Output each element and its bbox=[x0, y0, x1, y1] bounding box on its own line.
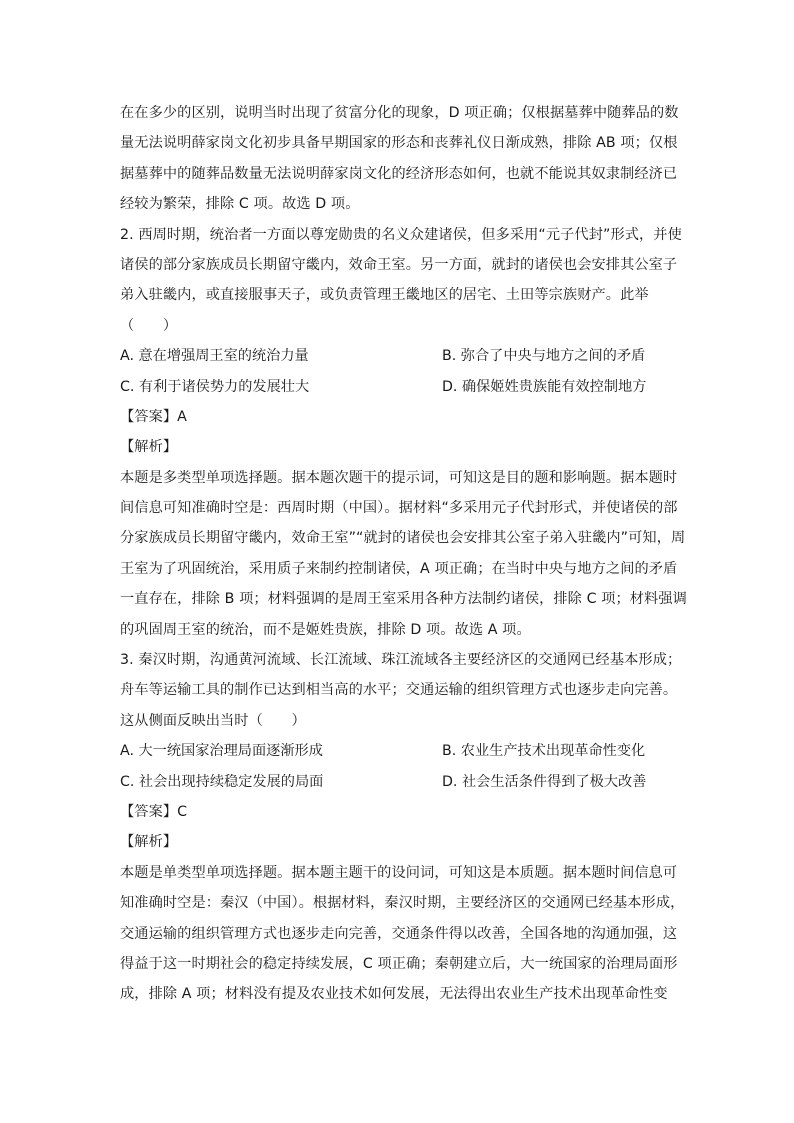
text-line: 据墓葬中的随葬品数量无法说明薛家岗文化的经济形态如何，也就不能说其奴隶制经济已 bbox=[120, 165, 678, 182]
analysis-line: 王室为了巩固统治，采用质子来制约控制诸侯，A 项正确；在当时中央与地方之间的矛盾 bbox=[120, 560, 678, 577]
intro-paragraph bbox=[120, 98, 680, 220]
question-stem-line: 这从侧面反映出当时（ ） bbox=[120, 712, 306, 729]
analysis-label: 【解析】 bbox=[120, 834, 178, 851]
question-2 bbox=[120, 220, 687, 645]
analysis-line: 本题是多类型单项选择题。据本题次题干的提示词，可知这是目的题和影响题。据本题时 bbox=[120, 469, 678, 486]
analysis-line: 间信息可知准确时空是：西周时期（中国）。据材料“多采用元子代封形式，并使诸侯的部 bbox=[120, 500, 678, 517]
analysis-line: 知准确时空是：秦汉（中国）。根据材料，秦汉时期，主要经济区的交通网已经基本形成， bbox=[120, 895, 685, 912]
option-a: A. 大一统国家治理局面逐渐形成 bbox=[120, 743, 323, 760]
option-c: C. 社会出现持续稳定发展的局面 bbox=[120, 773, 324, 790]
analysis-line: 交通运输的组织管理方式也逐步走向完善，交通条件得以改善，全国各地的沟通加强，这 bbox=[120, 925, 678, 942]
option-d: D. 确保姬姓贵族能有效控制地方 bbox=[442, 378, 647, 395]
question-stem-line: 3. 秦汉时期，沟通黄河流域、长江流域、珠江流域各主要经济区的交通网已经基本形成； bbox=[120, 652, 682, 669]
analysis-line: 分家族成员长期留守畿内，效命王室”“就封的诸侯也会安排其公室子弟入驻畿内”可知，周 bbox=[120, 530, 686, 547]
text-line: 量无法说明薛家岗文化初步具备早期国家的形态和丧葬礼仪日渐成熟，排除 AB 项；仅根 bbox=[120, 135, 678, 152]
document-page bbox=[120, 98, 687, 1010]
answer-line: 【答案】C bbox=[120, 803, 188, 820]
option-a: A. 意在增强周王室的统治力量 bbox=[120, 348, 309, 365]
text-line: 在在多少的区别，说明当时出现了贫富分化的现象，D 项正确；仅根据墓葬中随葬品的数 bbox=[120, 105, 679, 121]
question-stem-line: （ ） bbox=[120, 317, 178, 334]
question-3 bbox=[120, 645, 685, 1010]
question-stem-line: 舟车等运输工具的制作已达到相当高的水平；交通运输的组织管理方式也逐步走向完善。 bbox=[120, 682, 678, 699]
options-row bbox=[120, 736, 680, 766]
analysis-line: 一直存在，排除 B 项；材料强调的是周王室采用各种方法制约诸侯，排除 C 项；材料强调 bbox=[120, 591, 687, 608]
analysis-line: 成，排除 A 项；材料没有提及农业技术如何发展，无法得出农业生产技术出现革命性变 bbox=[120, 986, 668, 1003]
options-row bbox=[120, 767, 680, 797]
analysis-line: 本题是单类型单项选择题。据本题主题干的设问词，可知这是本质题。据本题时间信息可 bbox=[120, 864, 678, 881]
option-b: B. 农业生产技术出现革命性变化 bbox=[442, 743, 646, 760]
option-c: C. 有利于诸侯势力的发展壮大 bbox=[120, 378, 310, 395]
text-line: 经较为繁荣，排除 C 项。故选 D 项。 bbox=[120, 196, 360, 213]
options-row bbox=[120, 372, 680, 402]
analysis-line: 得益于这一时期社会的稳定持续发展，C 项正确；秦朝建立后，大一统国家的治理局面形 bbox=[120, 955, 678, 972]
question-stem-line: 诸侯的部分家族成员长期留守畿内，效命王室。另一方面，就封的诸侯也会安排其公室子 bbox=[120, 256, 678, 273]
options-row bbox=[120, 341, 680, 371]
analysis-label: 【解析】 bbox=[120, 439, 178, 456]
answer-line: 【答案】A bbox=[120, 408, 187, 425]
question-stem-line: 弟入驻畿内，或直接服事天子，或负责管理王畿地区的居宅、土田等宗族财产。此举 bbox=[120, 287, 649, 304]
option-d: D. 社会生活条件得到了极大改善 bbox=[442, 773, 647, 790]
analysis-line: 的巩固周王室的统治，而不是姬姓贵族，排除 D 项。故选 A 项。 bbox=[120, 621, 531, 638]
option-b: B. 弥合了中央与地方之间的矛盾 bbox=[442, 348, 646, 365]
question-stem-line: 2. 西周时期，统治者一方面以尊宠勋贵的名义众建诸侯，但多采用“元子代封”形式，并使 bbox=[120, 226, 682, 243]
